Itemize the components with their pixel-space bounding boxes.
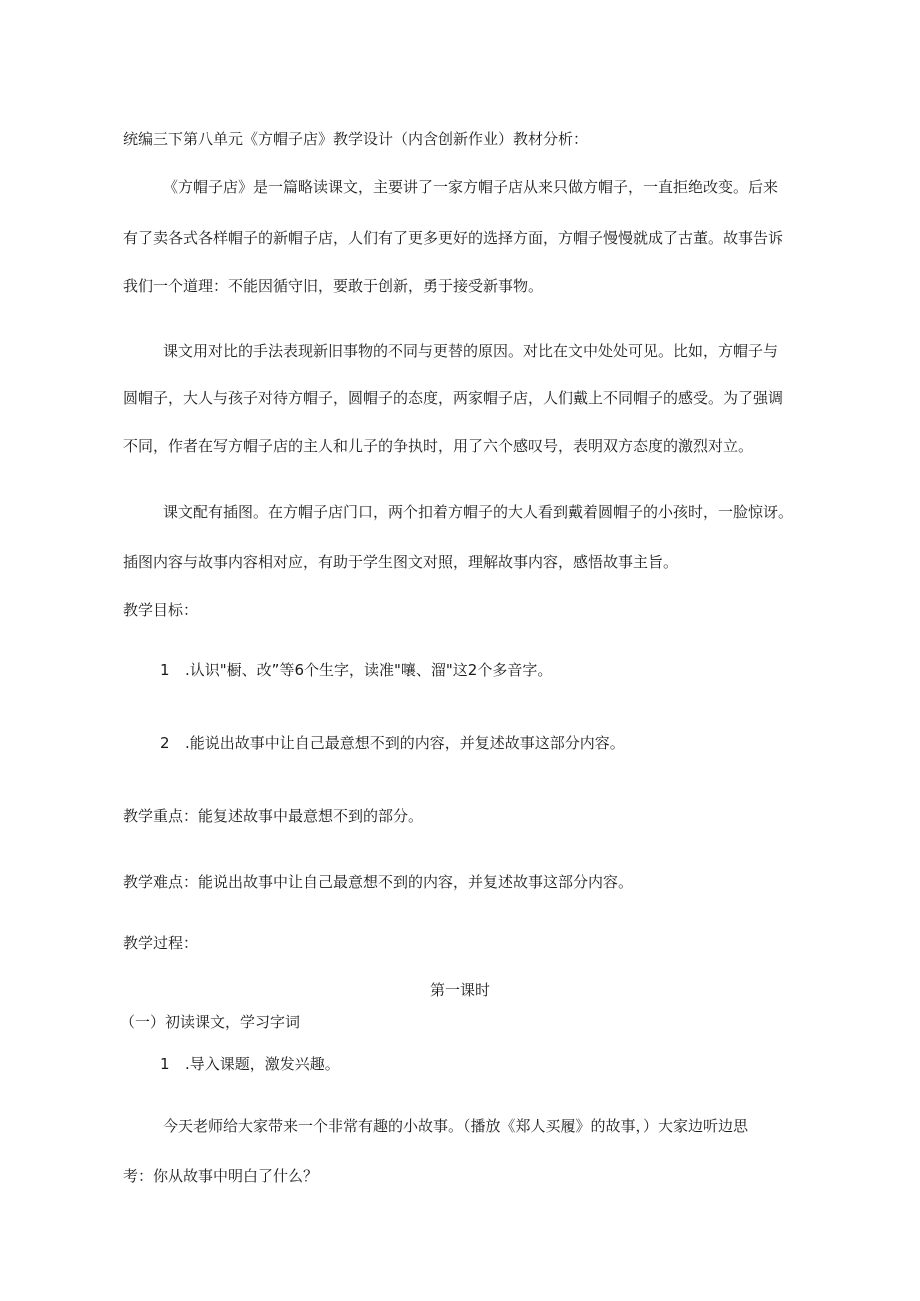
intro-line-2: 考：你从故事中明白了什么？ [123, 1167, 319, 1185]
goal-text: .认识"橱、改”等6个生字，读准"嚷、溜"这2个多音字。 [185, 661, 553, 679]
step-text: .导入课题，激发兴趣。 [185, 1055, 340, 1073]
paragraph-3-line-2: 插图内容与故事内容相对应，有助于学生图文对照，理解故事内容，感悟故事主旨。 [123, 553, 679, 571]
paragraph-3-line-1: 课文配有插图。在方帽子店门口，两个扣着方帽子的大人看到戴着圆帽子的小孩时，一脸惊讶。 [163, 503, 794, 521]
section-heading: （一）初读课文，学习字词 [120, 1013, 301, 1031]
step-number: 1 [160, 1055, 170, 1073]
goal-number: 2 [160, 734, 170, 752]
goal-number: 1 [160, 661, 170, 679]
paragraph-2-line-3: 不同，作者在写方帽子店的主人和儿子的争执时，用了六个感叹号，表明双方态度的激烈对立。 [123, 437, 754, 455]
paragraph-2-line-2: 圆帽子，大人与孩子对待方帽子，圆帽子的态度，两家帽子店，人们戴上不同帽子的感受。为了强调 [123, 389, 784, 407]
paragraph-2-line-1: 课文用对比的手法表现新旧事物的不同与更替的原因。对比在文中处处可见。比如，方帽子与 [163, 342, 779, 360]
difficulty: 教学难点：能说出故事中让自己最意想不到的内容，并复述故事这部分内容。 [123, 873, 634, 891]
paragraph-1-line-2: 有了卖各式各样帽子的新帽子店，人们有了更多更好的选择方面，方帽子慢慢就成了古董。故事告诉 [123, 229, 784, 247]
document-title: 统编三下第八单元《方帽子店》教学设计（内含创新作业）教材分析： [123, 130, 589, 148]
paragraph-1-line-1: 《方帽子店》是一篇略读课文，主要讲了一家方帽子店从来只做方帽子，一直拒绝改变。后来 [163, 178, 779, 196]
key-point: 教学重点：能复述故事中最意想不到的部分。 [123, 807, 424, 825]
goal-text: .能说出故事中让自己最意想不到的内容，并复述故事这部分内容。 [185, 734, 625, 752]
paragraph-1-line-3: 我们一个道理：不能因循守旧，要敢于创新，勇于接受新事物。 [123, 277, 544, 295]
lesson-title: 第一课时 [429, 981, 490, 999]
process-heading: 教学过程： [123, 934, 199, 952]
goals-heading: 教学目标： [123, 601, 199, 619]
intro-line-1: 今天老师给大家带来一个非常有趣的小故事。（播放《郑人买履》的故事，）大家边听边思 [163, 1117, 749, 1135]
